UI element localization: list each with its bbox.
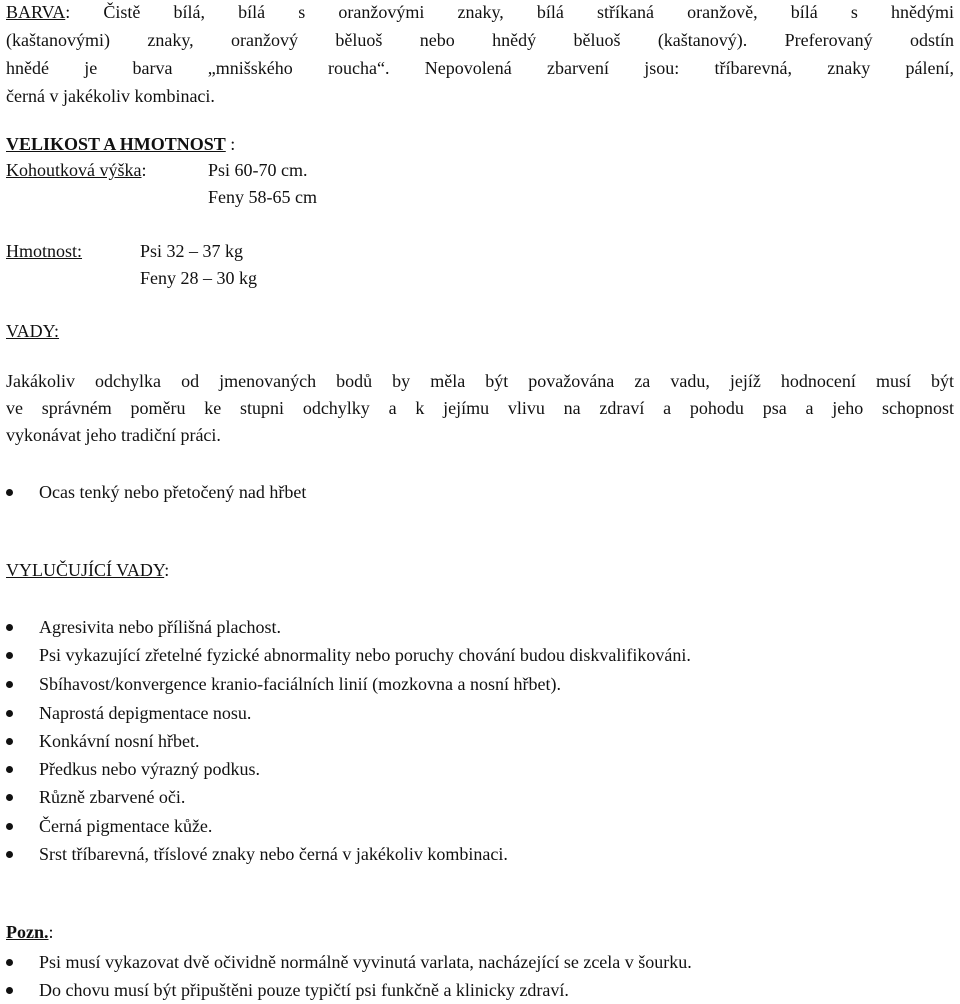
vylucujici-item: Předkus nebo výrazný podkus. xyxy=(39,759,260,779)
vady-heading: VADY: xyxy=(6,321,60,341)
vady-item: Ocas tenký nebo přetočený nad hřbet xyxy=(39,482,307,502)
vyska-feny: Feny 58-65 cm xyxy=(208,187,317,207)
vylucujici-item: Naprostá depigmentace nosu. xyxy=(39,703,252,723)
pozn-item: Do chovu musí být připuštěni pouze typičtí psi funkčně a klinicky zdraví. xyxy=(39,980,569,1000)
bullet-icon xyxy=(6,624,13,631)
barva-heading: BARVA xyxy=(6,2,66,22)
bullet-icon xyxy=(6,959,13,966)
bullet-icon xyxy=(6,652,13,659)
vylucujici-item: Černá pigmentace kůže. xyxy=(39,816,213,836)
vyska-line xyxy=(6,160,147,180)
velikost-heading: VELIKOST A HMOTNOST xyxy=(6,134,226,154)
vylucujici-item: Sbíhavost/konvergence kranio-faciálních linií (mozkovna a nosní hřbet). xyxy=(39,674,562,694)
bullet-icon xyxy=(6,489,13,496)
vylucujici-item: Různě zbarvené oči. xyxy=(39,787,186,807)
vady-para-3: vykonávat jeho tradiční práci. xyxy=(6,425,221,445)
barva-line-2: (kaštanovými) znaky, oranžový běluoš nebo hnědý běluoš (kaštanový). Preferovaný odstín xyxy=(6,30,954,50)
vylucujici-item: Psi vykazující zřetelné fyzické abnormality nebo poruchy chování budou diskvalifikováni. xyxy=(39,645,691,665)
pozn-heading-suffix: : xyxy=(48,922,54,942)
vylucujici-item: Srst tříbarevná, tříslové znaky nebo černá v jakékoliv kombinaci. xyxy=(39,844,508,864)
vylucujici-heading: VYLUČUJÍCÍ VADY xyxy=(6,560,165,580)
vyska-psi: Psi 60-70 cm. xyxy=(208,160,308,180)
bullet-icon xyxy=(6,987,13,994)
barva-line-3: hnědé je barva „mnišského roucha“. Nepovolená zbarvení jsou: tříbarevná, znaky pálení, xyxy=(6,58,954,78)
bullet-icon xyxy=(6,738,13,745)
velikost-heading-line xyxy=(6,134,235,154)
vyska-colon: : xyxy=(141,160,147,180)
vylucujici-item: Konkávní nosní hřbet. xyxy=(39,731,200,751)
vylucujici-heading-line xyxy=(6,560,169,580)
vyska-label: Kohoutková výška xyxy=(6,160,142,180)
hmotnost-label: Hmotnost: xyxy=(6,241,83,261)
barva-line-4: černá v jakékoliv kombinaci. xyxy=(6,86,215,106)
bullet-icon xyxy=(6,710,13,717)
vady-para-1: Jakákoliv odchylka od jmenovaných bodů by měla být považována za vadu, jejíž hodnocení musí být xyxy=(6,371,954,391)
pozn-item: Psi musí vykazovat dvě očividně normálně vyvinutá varlata, nacházející se zcela v šourku. xyxy=(39,952,692,972)
bullet-icon xyxy=(6,681,13,688)
vady-para-2: ve správném poměru ke stupni odchylky a k jejímu vlivu na zdraví a pohodu psa a jeho schopnost xyxy=(6,398,954,418)
barva-line-1 xyxy=(6,2,954,22)
hmotnost-feny: Feny 28 – 30 kg xyxy=(140,268,257,288)
vylucujici-item: Agresivita nebo přílišná plachost. xyxy=(39,617,281,637)
bullet-icon xyxy=(6,766,13,773)
pozn-heading-line xyxy=(6,922,54,942)
bullet-icon xyxy=(6,851,13,858)
bullet-icon xyxy=(6,794,13,801)
barva-text-1: : Čistě bílá, bílá s oranžovými znaky, bílá stříkaná oranžově, bílá s hnědými xyxy=(65,2,954,22)
vylucujici-heading-suffix: : xyxy=(164,560,170,580)
hmotnost-psi: Psi 32 – 37 kg xyxy=(140,241,244,261)
pozn-heading: Pozn. xyxy=(6,922,49,942)
bullet-icon xyxy=(6,823,13,830)
velikost-heading-suffix: : xyxy=(225,134,236,154)
